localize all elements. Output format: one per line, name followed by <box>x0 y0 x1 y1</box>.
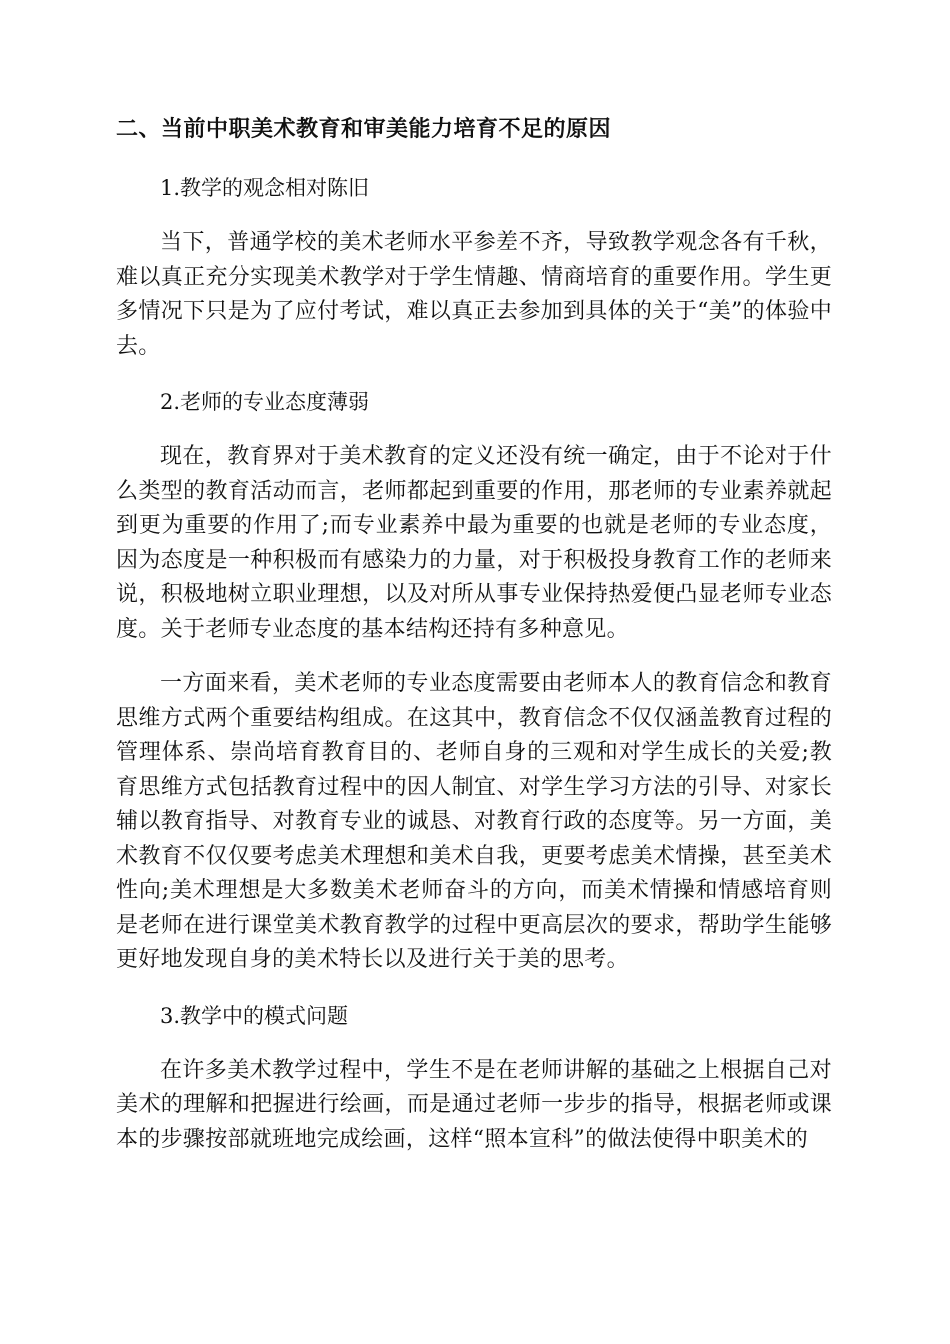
paragraph-3: 一方面来看，美术老师的专业态度需要由老师本人的教育信念和教育思维方式两个重要结构组成。在这其中，教育信念不仅仅涵盖教育过程的管理体系、崇尚培育教育目的、老师自身的三观和对学生成长的关爱;教育思维方式包括教育过程中的因人制宜、对学生学习方法的引导、对家长辅以教育指导、对教育专业的诚恳、对教育行政的态度等。另一方面，美术教育不仅仅要考虑美术理想和美术自我，更要考虑美术情操，甚至美术性向;美术理想是大多数美术老师奋斗的方向，而美术情操和情感培育则是老师在进行课堂美术教育教学的过程中更高层次的要求，帮助学生能够更好地发现自身的美术特长以及进行关于美的思考。 <box>116 671 832 972</box>
subsection-title-1: 1.教学的观念相对陈旧 <box>160 176 370 200</box>
section-title: 二、当前中职美术教育和审美能力培育不足的原因 <box>116 117 612 142</box>
subsection-title-2: 2.老师的专业态度薄弱 <box>160 390 370 414</box>
paragraph-1: 当下，普通学校的美术老师水平参差不齐，导致教学观念各有千秋，难以真正充分实现美术教学对于学生情趣、情商培育的重要作用。学生更多情况下只是为了应付考试，难以真正去参加到具体的关于“美”的体验中去。 <box>116 230 832 359</box>
document-body <box>116 112 832 1177</box>
paragraph-2: 现在，教育界对于美术教育的定义还没有统一确定，由于不论对于什么类型的教育活动而言，老师都起到重要的作用，那老师的专业素养就起到更为重要的作用了;而专业素养中最为重要的也就是老师的专业态度，因为态度是一种积极而有感染力的力量，对于积极投身教育工作的老师来说，积极地树立职业理想，以及对所从事专业保持热爱便凸显老师专业态度。关于老师专业态度的基本结构还持有多种意见。 <box>116 444 832 642</box>
paragraph-4: 在许多美术教学过程中，学生不是在老师讲解的基础之上根据自己对美术的理解和把握进行绘画，而是通过老师一步步的指导，根据老师或课本的步骤按部就班地完成绘画，这样“照本宣科”的做法使得中职美术的 <box>116 1057 832 1152</box>
subsection-title-3: 3.教学中的模式问题 <box>160 1003 349 1028</box>
